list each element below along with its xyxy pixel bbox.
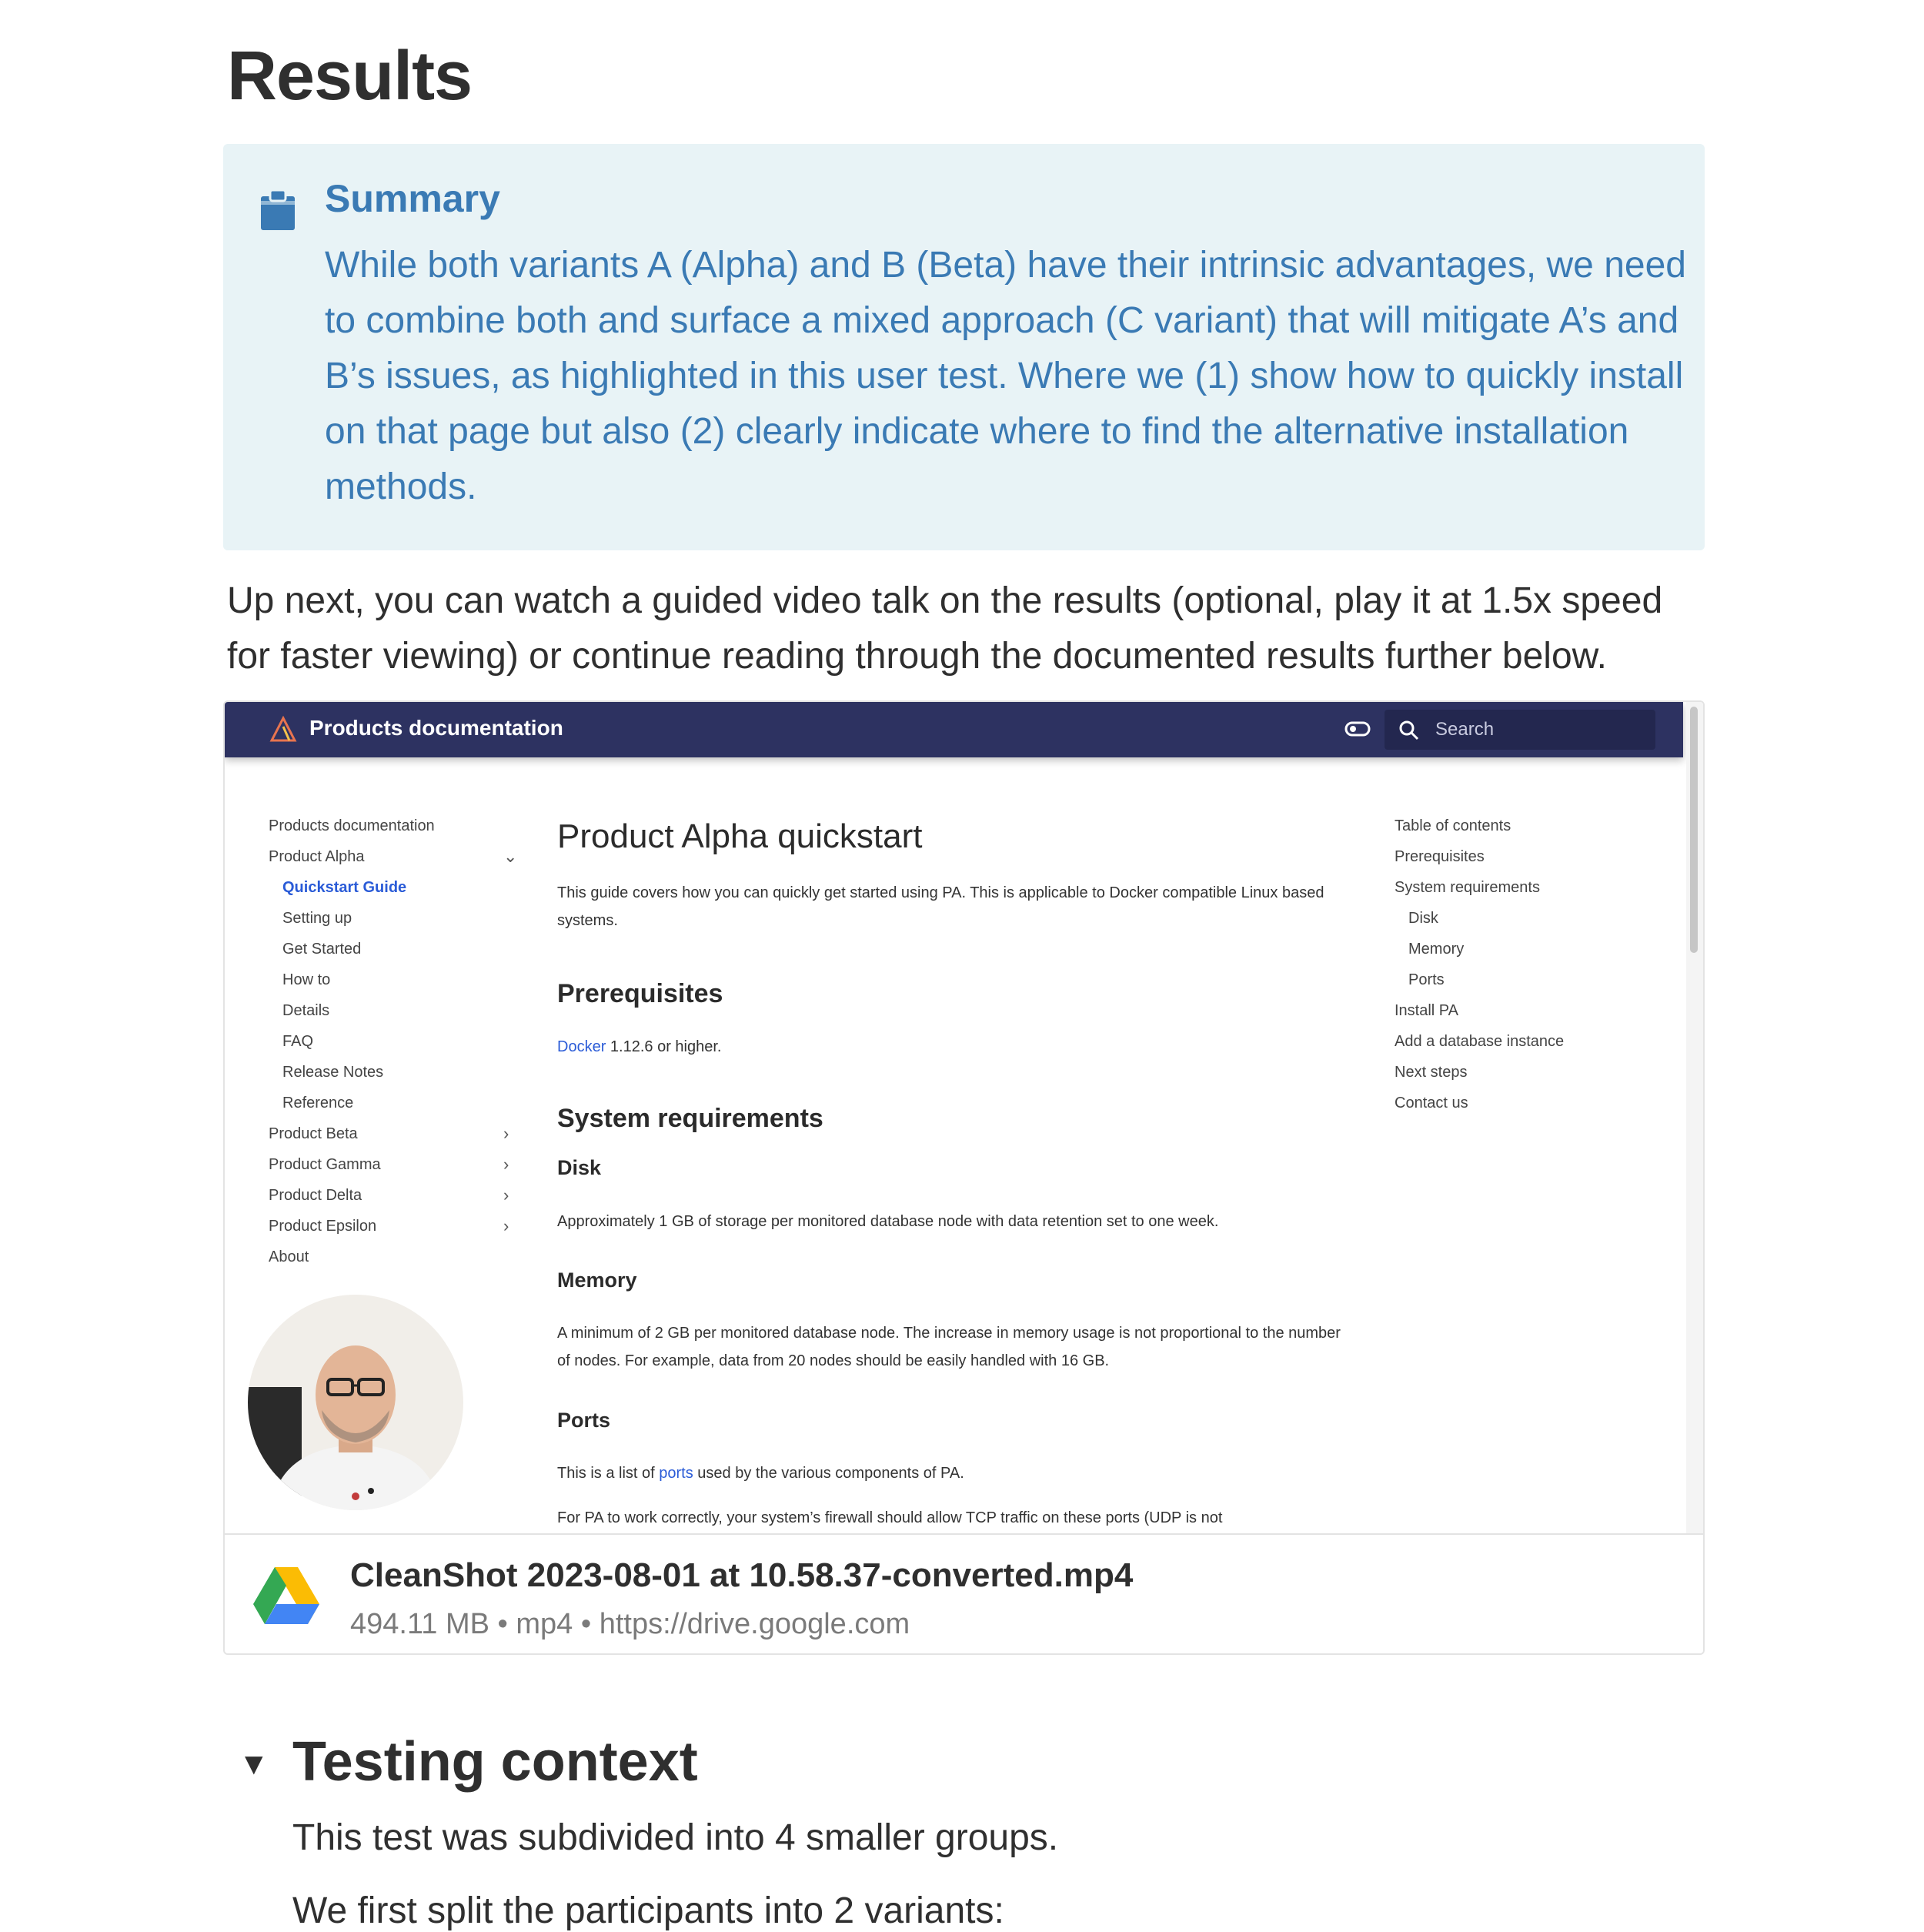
sidebar-item-product-alpha[interactable] [269,848,365,870]
sidebar-item-product-gamma[interactable]: Product Gamma [269,1156,381,1173]
chevron-right-icon[interactable]: › [503,1155,509,1174]
ports-text [557,1459,964,1487]
file-attachment-bar[interactable] [225,1533,1703,1655]
google-drive-icon [253,1566,319,1626]
docs-search-box[interactable] [1385,710,1655,750]
search-icon [1398,720,1420,741]
prerequisites-heading: Prerequisites [557,979,723,1008]
video-embed[interactable] [223,700,1705,1655]
sidebar-item-product-beta[interactable]: Product Beta [269,1125,358,1142]
chevron-right-icon[interactable]: › [503,1185,509,1205]
prerequisites-version: 1.12.6 or higher. [606,1038,722,1055]
presenter-webcam-avatar [248,1295,463,1510]
testing-context-heading: Testing context [292,1731,698,1793]
video-frame[interactable] [225,702,1703,1533]
callout-title: Summary [325,177,500,220]
firewall-text: For PA to work correctly, your system’s firewall should allow TCP traffic on these ports (UDP is not [557,1509,1223,1526]
testing-paragraph-1: This test was subdivided into 4 smaller groups. [292,1817,1059,1858]
toc-item-ports[interactable]: Ports [1408,971,1445,988]
file-meta: 494.11 MB • mp4 • https://drive.google.com [350,1608,910,1640]
callout-body: While both variants A (Alpha) and B (Beta) have their intrinsic advantages, we need to combine both and surface a mixed approach (C variant) that will mitigate A’s and B’s issues, as highlighted in this user test. Where we (1) show how to quickly install on that page but also (2) clearly indicate where to find the alternative installation methods. [325,245,1686,507]
toc-item-install-pa[interactable]: Install PA [1395,1002,1458,1019]
sidebar-item-details[interactable]: Details [282,1002,330,1019]
sidebar-item-reference[interactable]: Reference [282,1095,354,1111]
sidebar-item-release-notes[interactable]: Release Notes [282,1064,384,1081]
article-intro: This guide covers how you can quickly get started using PA. This is applicable to Docker compatible Linux based systems. [557,884,1324,929]
sidebar-item-faq[interactable]: FAQ [282,1033,314,1050]
ports-text-post: used by the various components of PA. [693,1465,964,1482]
video-scrollbar[interactable] [1686,702,1703,1533]
memory-heading: Memory [557,1269,637,1292]
file-name[interactable]: CleanShot 2023-08-01 at 10.58.37-converted.mp4 [350,1556,1134,1594]
sidebar-item-setting-up[interactable]: Setting up [282,910,352,927]
toc-item-add-database-instance[interactable]: Add a database instance [1395,1033,1565,1050]
toc-item-prerequisites[interactable]: Prerequisites [1395,848,1485,865]
sidebar-item-label: Product Alpha [269,848,365,865]
chevron-down-icon[interactable]: ⌄ [503,847,518,866]
search-placeholder: Search [1435,719,1495,740]
sidebar-root[interactable]: Products documentation [269,817,435,834]
logo-icon [269,716,297,744]
sidebar-item-how-to[interactable]: How to [282,971,331,988]
intro-paragraph: Up next, you can watch a guided video talk on the results (optional, play it at 1.5x speed for faster viewing) or continue reading through the documented results further below. [227,580,1663,677]
scrollbar-thumb[interactable] [1690,707,1698,953]
article-title: Product Alpha quickstart [557,817,923,855]
sidebar-item-get-started[interactable]: Get Started [282,941,362,958]
system-requirements-heading: System requirements [557,1104,823,1133]
theme-toggle-icon[interactable] [1344,720,1371,737]
toc-item-contact-us[interactable]: Contact us [1395,1095,1468,1111]
ports-heading: Ports [557,1409,611,1432]
docs-topbar [225,702,1683,757]
toc-item-memory[interactable]: Memory [1408,941,1465,958]
sidebar-item-quickstart-guide[interactable]: Quickstart Guide [282,879,407,896]
disk-text: Approximately 1 GB of storage per monitored database node with data retention set to one week. [557,1213,1219,1230]
disk-heading: Disk [557,1156,602,1179]
docs-brand[interactable]: Products documentation [309,716,563,740]
chevron-right-icon[interactable]: › [503,1124,509,1143]
toc-title: Table of contents [1395,817,1511,834]
ports-link[interactable]: ports [659,1465,693,1482]
toc-item-disk[interactable]: Disk [1408,910,1438,927]
chevron-right-icon[interactable]: › [503,1216,509,1235]
testing-paragraph-2: We first split the participants into 2 variants: [292,1890,1004,1931]
memory-text: A minimum of 2 GB per monitored database node. The increase in memory usage is not proportional to the number of nodes. For example, data from 20 nodes should be easily handled with 16 GB. [557,1325,1341,1369]
sidebar-item-product-epsilon[interactable]: Product Epsilon [269,1218,377,1235]
sidebar-item-about[interactable]: About [269,1248,309,1265]
ports-text-pre: This is a list of [557,1465,660,1482]
docker-link[interactable]: Docker [557,1038,606,1055]
sidebar-item-product-delta[interactable]: Product Delta [269,1187,362,1204]
toc-item-system-requirements[interactable]: System requirements [1395,879,1540,896]
summary-callout [223,144,1705,550]
page-title: Results [227,38,473,115]
prerequisites-text [557,1033,721,1061]
toggle-triangle-icon[interactable]: ▼ [239,1747,269,1781]
toc-item-next-steps[interactable]: Next steps [1395,1064,1468,1081]
clipboard-icon [258,189,298,232]
